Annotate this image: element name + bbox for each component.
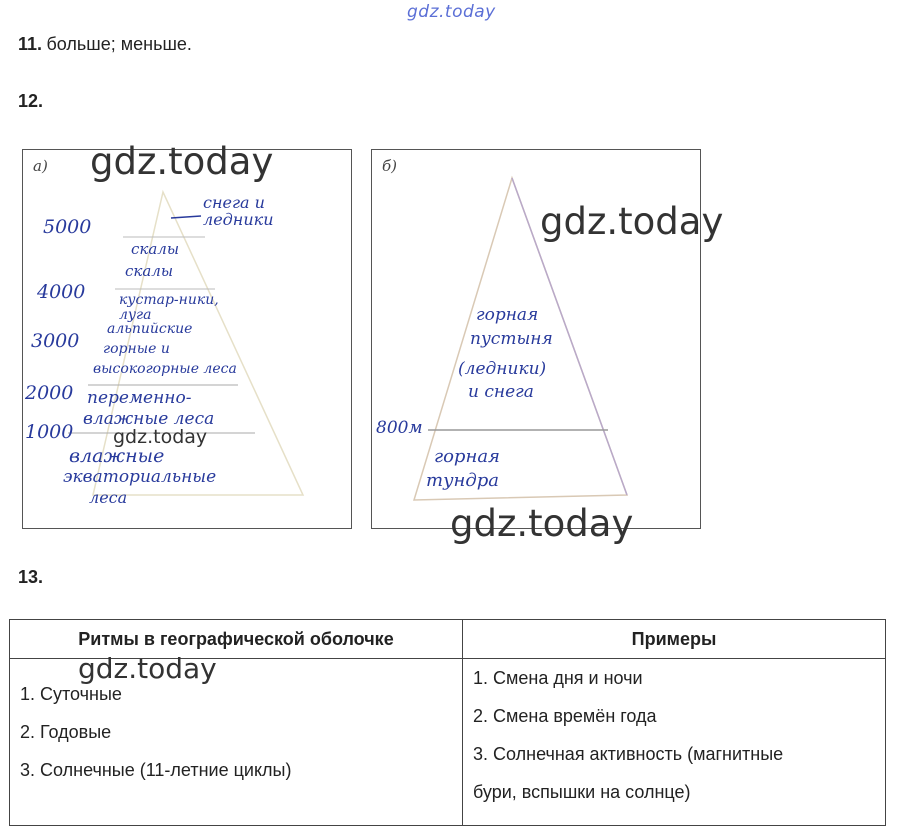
list-item: 1. Суточные <box>20 684 122 704</box>
panel-b-label: б) <box>382 157 398 175</box>
altitude-label: 800м <box>376 418 423 438</box>
list-item: 2. Смена времён года <box>473 706 657 726</box>
list-item: 2. Годовые <box>20 722 112 742</box>
diagram-panel-a <box>22 149 352 529</box>
zone-label: высокогорные леса <box>93 361 237 377</box>
altitude-label: 4000 <box>37 281 86 303</box>
snow-line-pointer <box>171 216 201 218</box>
altitude-label: 1000 <box>25 421 74 443</box>
zone-label: горная <box>476 305 539 325</box>
examples-cell <box>463 659 886 826</box>
watermark: gdz.today <box>540 200 724 243</box>
watermark: gdz.today <box>78 652 217 685</box>
altitude-label: 2000 <box>25 382 74 404</box>
zone-label: тундра <box>426 470 500 491</box>
zone-label: (ледники) <box>458 359 547 379</box>
question-11-number: 11. <box>18 34 43 54</box>
list-item: 1. Смена дня и ночи <box>473 668 643 688</box>
list-item: 3. Солнечные (11-летние циклы) <box>20 760 292 780</box>
zone-label-snow: снега и ледники <box>203 193 274 229</box>
zone-label: влажные <box>69 445 165 467</box>
watermark: gdz.today <box>113 426 208 448</box>
zone-label: кустар-ники, луга <box>119 292 219 323</box>
question-11-answer: больше; меньше. <box>46 34 192 54</box>
zone-label: леса <box>89 488 128 507</box>
list-item: 3. Солнечная активность (магнитные <box>473 744 784 764</box>
watermark: gdz.today <box>450 502 634 545</box>
panel-a-label: а) <box>33 157 48 175</box>
zone-label: пустыня <box>470 329 553 349</box>
altitude-label: 5000 <box>43 216 92 238</box>
list-item: бури, вспышки на солнце) <box>473 782 691 802</box>
column-header: Примеры <box>463 620 886 659</box>
question-11 <box>18 34 192 55</box>
rhythms-table <box>9 619 886 826</box>
zone-label: альпийские <box>107 321 193 337</box>
watermark-top: gdz.today <box>407 2 496 22</box>
altitude-label: 3000 <box>31 330 80 352</box>
question-13-number: 13. <box>18 567 44 587</box>
zone-label: скалы <box>125 262 174 280</box>
zone-label: переменно- <box>87 388 192 408</box>
watermark: gdz.today <box>90 140 274 183</box>
question-12-number: 12. <box>18 91 44 111</box>
zone-label: и снега <box>468 382 534 402</box>
column-header: Ритмы в географической оболочке <box>10 620 463 659</box>
zone-label: влажные леса <box>83 409 215 429</box>
zone-label: горные и <box>103 341 170 357</box>
zone-label: экваториальные <box>63 467 217 487</box>
zone-label: горная <box>434 446 500 467</box>
zone-label: скалы <box>131 240 180 258</box>
